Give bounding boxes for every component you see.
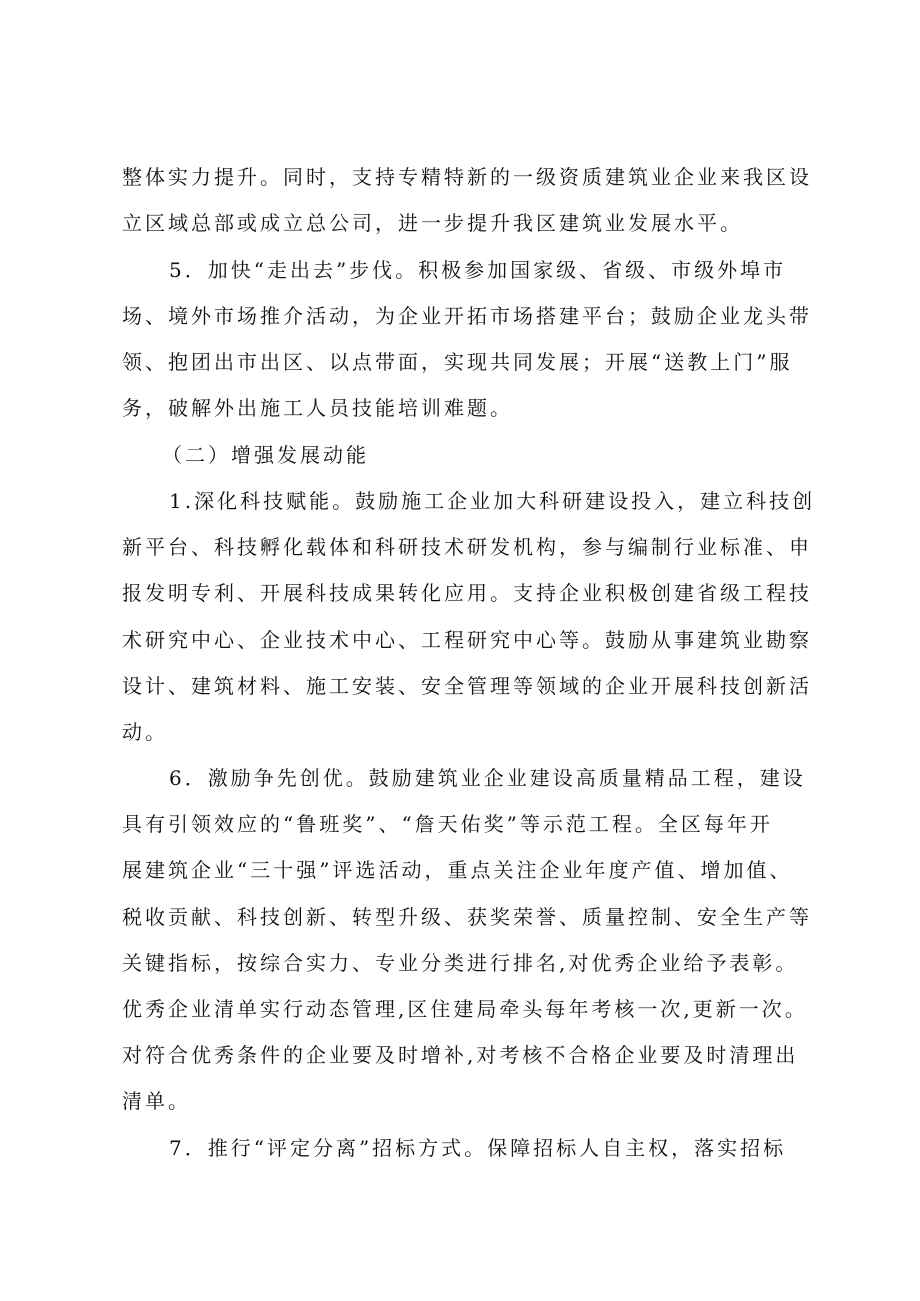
paragraph-line: 整体实力提升。同时，支持专精特新的一级资质建筑业企业来我区设 <box>122 165 812 189</box>
paragraph-line: 动。 <box>122 720 168 744</box>
paragraph-line: 税收贡献、科技创新、转型升级、获奖荣誉、质量控制、安全生产等 <box>122 905 812 929</box>
paragraph-line: 具有引领效应的“鲁班奖”、“詹天佑奖”等示范工程。全区每年开 <box>122 812 773 836</box>
paragraph-line: 场、境外市场推介活动，为企业开拓市场搭建平台；鼓励企业龙头带 <box>122 304 812 328</box>
paragraph-line: 对符合优秀条件的企业要及时增补,对考核不合格企业要及时清理出 <box>122 1043 799 1067</box>
paragraph-line: 展建筑企业“三十强”评选活动，重点关注企业年度产值、增加值、 <box>122 858 793 882</box>
paragraph-line: 清单。 <box>122 1089 191 1113</box>
paragraph-line: 5．加快“走出去”步伐。积极参加国家级、省级、市级外埠市 <box>169 258 787 282</box>
paragraph-line: 报发明专利、开展科技成果转化应用。支持企业积极创建省级工程技 <box>122 581 812 605</box>
paragraph-line: 6．激励争先创优。鼓励建筑业企业建设高质量精品工程，建设 <box>169 766 806 790</box>
paragraph-line: 关键指标，按综合实力、专业分类进行排名,对优秀企业给予表彰。 <box>122 951 799 975</box>
paragraph-line: 1.深化科技赋能。鼓励施工企业加大科研建设投入，建立科技创 <box>169 489 816 513</box>
paragraph-line: 设计、建筑材料、施工安装、安全管理等领域的企业开展科技创新活 <box>122 674 812 698</box>
paragraph-line: 7．推行“评定分离”招标方式。保障招标人自主权，落实招标 <box>169 1136 787 1160</box>
paragraph-line: 新平台、科技孵化载体和科研技术研发机构，参与编制行业标准、申 <box>122 535 812 559</box>
paragraph-line: 优秀企业清单实行动态管理,区住建局牵头每年考核一次,更新一次。 <box>122 997 808 1021</box>
section-heading: （二）增强发展动能 <box>162 443 369 467</box>
paragraph-line: 领、抱团出市出区、以点带面，实现共同发展；开展“送教上门”服 <box>122 350 793 374</box>
paragraph-line: 务，破解外出施工人员技能培训难题。 <box>122 396 513 420</box>
paragraph-line: 立区域总部或成立总公司，进一步提升我区建筑业发展水平。 <box>122 211 743 235</box>
paragraph-line: 术研究中心、企业技术中心、工程研究中心等。鼓励从事建筑业勘察 <box>122 628 812 652</box>
